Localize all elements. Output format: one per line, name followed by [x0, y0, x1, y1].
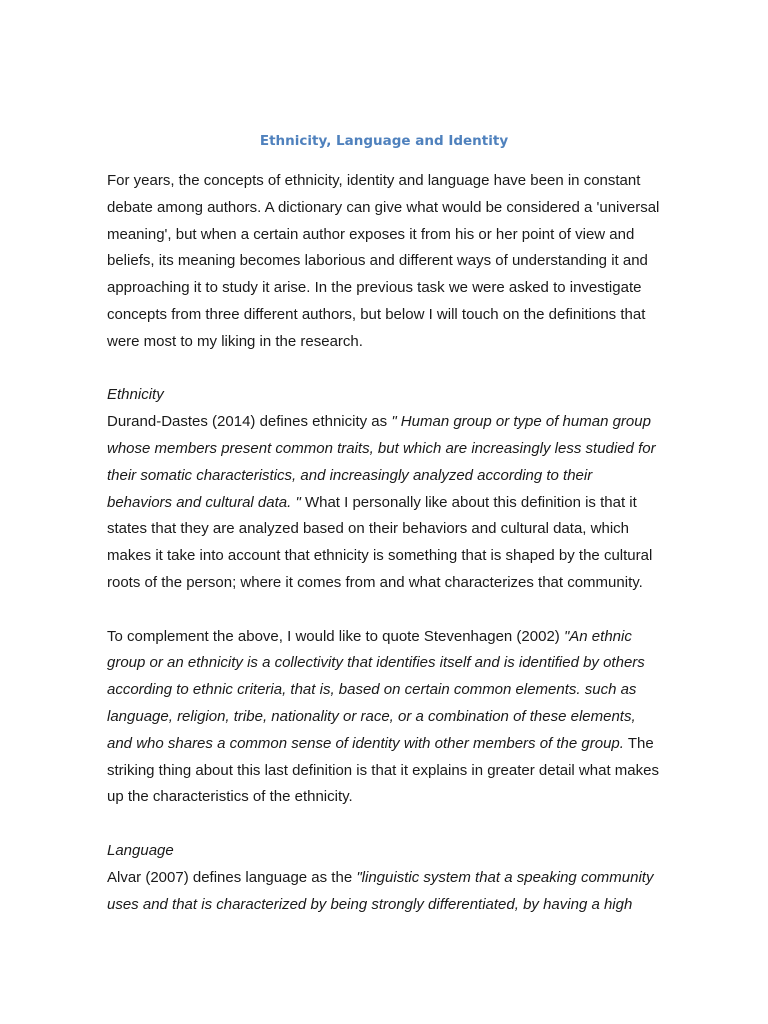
- ethnicity-heading: [107, 382, 661, 409]
- language-p1-quote: "linguistic system that a speaking community uses and that is characterized by being strongly differentiated, by having a high: [107, 868, 654, 913]
- language-p1-lead: Alvar (2007) defines language as the: [107, 868, 357, 886]
- ethnicity-paragraph-1: [107, 409, 661, 597]
- language-heading-text: Language: [107, 841, 174, 859]
- ethnicity-p1-quote: " Human group or type of human group whose members present common traits, but which are increasingly less studied for their somatic characteristics, and increasingly analyzed according to their behaviors and cultural data. ": [107, 413, 656, 511]
- ethnicity-p2-lead: To complement the above, I would like to quote Stevenhagen (2002): [107, 627, 564, 645]
- ethnicity-p1-rest: What I personally like about this definition is that it states that they are analyzed based on their behaviors and cultural data, which makes it take into account that ethnicity is something that is shaped by the cultural roots of the person; where it comes from and what characterizes that community.: [107, 493, 653, 591]
- intro-paragraph: For years, the concepts of ethnicity, identity and language have been in constant debate among authors. A dictionary can give what would be considered a 'universal meaning', but when a certain author exposes it from his or her point of view and beliefs, its meaning becomes laborious and different ways of understanding it and approaching it to study it arise. In the previous task we were asked to investigate concepts from three different authors, but below I will touch on the definitions that were most to my liking in the research.: [107, 172, 660, 350]
- ethnicity-p2-quote: "An ethnic group or an ethnicity is a collectivity that identifies itself and is identified by others according to ethnic criteria, that is, based on certain common elements. such as language, religion, tribe, nationality or race, or a combination of these elements, and who shares a common sense of identity with other members of the group.: [107, 627, 645, 752]
- document-title: Ethnicity, Language and Identity: [259, 133, 509, 149]
- paragraph-gap: [107, 811, 661, 838]
- paragraph-gap: [107, 597, 661, 624]
- ethnicity-p1-lead: Durand-Dastes (2014) defines ethnicity as: [107, 413, 392, 431]
- language-heading: [107, 838, 661, 865]
- ethnicity-p2-rest: The striking thing about this last definition is that it explains in greater detail what makes up the characteristics of the ethnicity.: [107, 734, 659, 806]
- ethnicity-paragraph-2: [107, 624, 661, 812]
- paragraph-gap: [107, 356, 661, 383]
- ethnicity-heading-text: Ethnicity: [107, 386, 164, 404]
- language-paragraph-1: [107, 865, 661, 919]
